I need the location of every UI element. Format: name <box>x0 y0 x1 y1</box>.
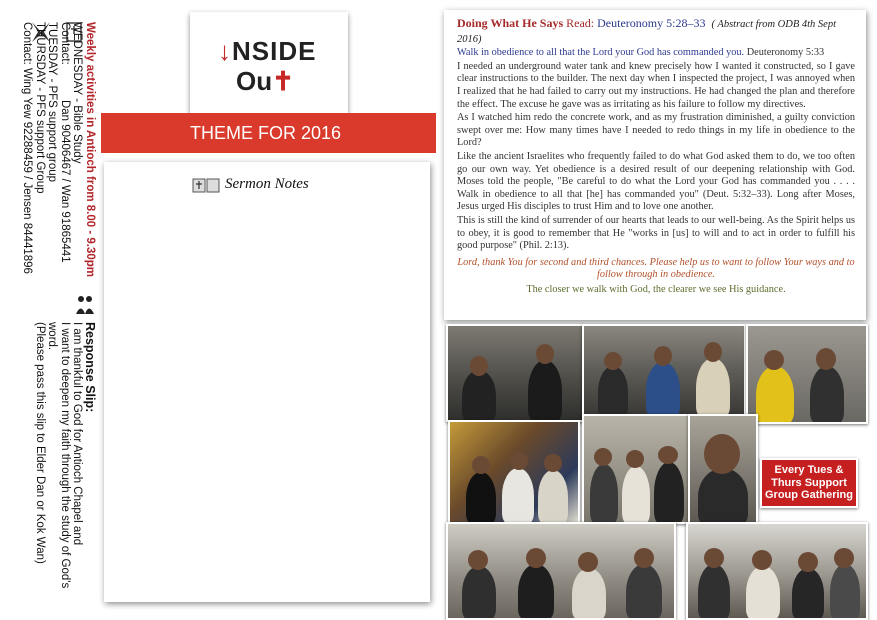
devotional-heading <box>457 17 855 46</box>
devotional-title: Doing What He Says <box>457 16 564 30</box>
sermon-notes-panel <box>104 162 430 602</box>
closing-thought: The closer we walk with God, the clearer we see His guidance. <box>526 283 786 295</box>
group-photo <box>688 414 758 524</box>
devotional-paragraph: I needed an underground water tank and knew precisely how I wanted it constructed, so I gave clear instructions to the builder. The next day when I inspected the project, I was annoyed when I realized that he had failed to carry out my instructions. He had changed the plan and therefore the effect. The excuse he gave was as irritating as his failure to follow my directives. <box>457 60 855 110</box>
group-photo <box>582 324 746 418</box>
activities-title: Weekly activities in Antioch from 8.00 - 9.30pm <box>84 22 96 278</box>
response-line: I am thankful to God for Antioch Chapel and <box>71 322 84 546</box>
prayer: Lord, thank You for second and third chances. Please help us to want to follow Your ways and to follow through in obedience. <box>457 256 855 281</box>
group-photo <box>446 522 676 620</box>
activities-line: Contact: Wing Yew 92288459 / Jensen 84441896 <box>21 22 34 274</box>
devotional-paragraph: Like the ancient Israelites who frequently failed to do what God asked them to do, we too often go our own way. Yet obedience is a desired result of our deepening relationship with God. Moses told the people, "Be careful to do what the Lord your God has commanded you . . . . Walk in obedience to all that [he] has commanded you" (Deut. 5:32–33). Long after Moses, Jesus urged His disciples to trust Him and to love one another. <box>457 150 855 213</box>
scripture-reference: Deuteronomy 5:28–33 <box>597 16 706 30</box>
badge-line: Thurs Support <box>771 476 847 489</box>
weekly-activities <box>21 22 96 277</box>
people-icon <box>75 294 95 316</box>
badge-line: Every Tues & <box>774 464 844 477</box>
key-verse-ref: Deuteronomy 5:33 <box>746 47 825 59</box>
support-group-badge <box>760 458 858 508</box>
logo-cross-icon: ✝ <box>272 66 294 96</box>
abstract-note: ( Abstract from ODB 4th Sept 2016) <box>457 19 837 45</box>
response-slip <box>34 322 97 588</box>
devotional-paragraph: This is still the kind of surrender of our hearts that leads to our well-being. As the Spirit helps us to obey, it is good to remember that He "works in [us] to will and to act in order to fulfill his good purpose" (Phil. 2:13). <box>457 214 855 252</box>
logo-word-out: Ou <box>236 66 273 96</box>
activities-line: THURSDAY - PFS support Group <box>34 22 46 194</box>
group-photo <box>582 414 690 524</box>
theme-label: THEME FOR 2016 <box>189 123 342 143</box>
activities-line: WEDNESDAY - Bible Study <box>71 22 84 164</box>
group-photo <box>686 522 868 620</box>
key-verse <box>457 47 855 60</box>
logo-word-inside: NSIDE <box>232 36 317 66</box>
theme-banner <box>101 113 436 153</box>
activities-line: Contact: Dan 90406467 / Wan 91865441 <box>59 22 71 263</box>
response-title: Response Slip: <box>83 322 97 413</box>
read-label: Read: <box>566 16 595 30</box>
group-photo <box>448 420 580 524</box>
inside-out-logo <box>190 12 348 114</box>
devotional-box <box>444 10 866 320</box>
open-bible-icon <box>192 177 220 193</box>
logo-arrow-icon: ↓ <box>218 36 232 66</box>
sermon-notes-heading <box>192 176 309 193</box>
sermon-notes-title: Sermon Notes <box>225 176 309 192</box>
group-photo <box>446 324 584 422</box>
activities-line: TUESDAY - PFS support group <box>46 22 59 183</box>
badge-line: Group Gathering <box>765 489 853 502</box>
key-verse-text: Walk in obedience to all that the Lord your God has commanded you. <box>457 47 745 59</box>
response-line: (Please pass this slip to Elder Dan or Kok Wan) <box>34 322 46 564</box>
devotional-paragraph: As I watched him redo the concrete work, and as my frustration diminished, a guilty conviction swept over me: How many times have I needed to redo things in my life in obedience to the Lord? <box>457 112 855 149</box>
response-line: word. <box>46 322 59 351</box>
response-line: I want to deepen my faith through the study of God's <box>59 322 71 589</box>
group-photo <box>746 324 868 424</box>
